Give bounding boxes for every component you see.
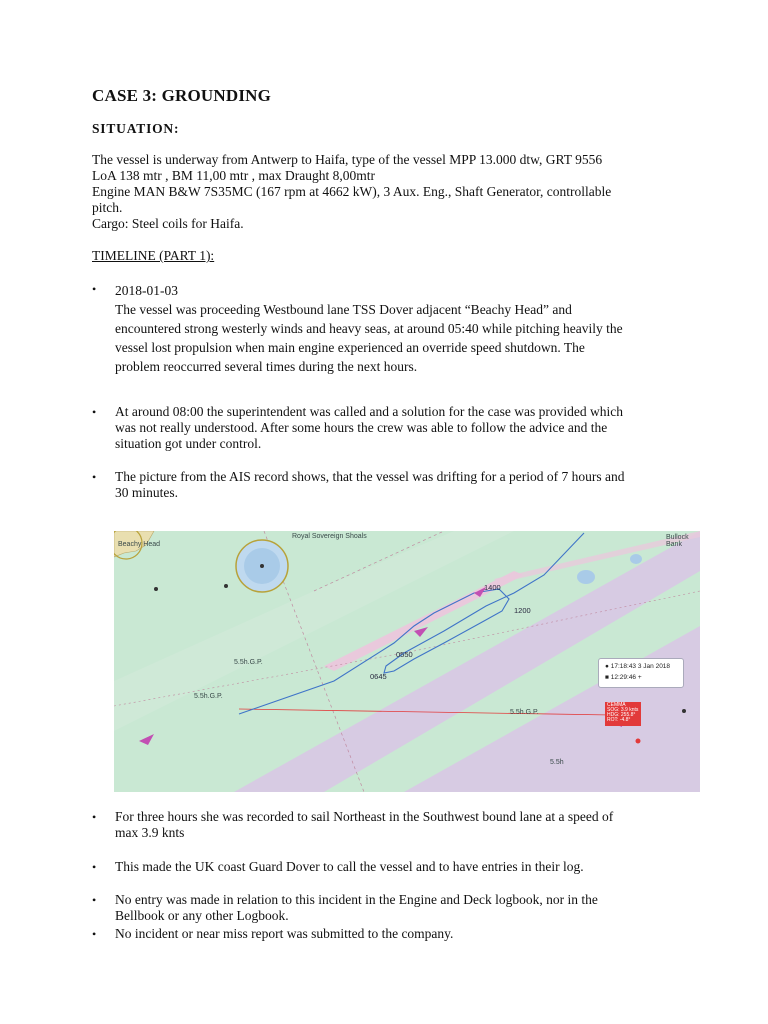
bullet-text	[115, 859, 682, 875]
bullet-dot: •	[92, 405, 97, 419]
bullet-line: For three hours she was recorded to sail Northeast in the Southwest bound lane at a speed of	[115, 809, 614, 824]
timeline-heading: TIMELINE (PART 1):	[92, 248, 215, 263]
track-time-label: 0645	[370, 672, 387, 681]
bullet-date: 2018-01-03	[115, 283, 178, 298]
bullet-dot: •	[92, 860, 97, 874]
situation-line: Cargo: Steel coils for Haifa.	[92, 216, 244, 231]
bullet-item	[92, 926, 682, 942]
bullet-text	[115, 892, 682, 924]
bullet-text	[115, 404, 682, 452]
bullet-dot: •	[92, 470, 97, 484]
bullet-line: The vessel was proceeding Westbound lane TSS Dover adjacent “Beachy Head” and	[115, 302, 572, 317]
buoy	[154, 587, 158, 591]
bullet-dot: •	[92, 927, 97, 941]
bullet-item	[92, 281, 682, 376]
bullet-line: This made the UK coast Guard Dover to call the vessel and to have entries in their log.	[115, 859, 584, 874]
bullet-dot: •	[92, 282, 97, 296]
plus-icon: +	[637, 674, 642, 681]
bullet-item	[92, 892, 682, 924]
bullet-item	[92, 404, 682, 452]
buoy	[260, 564, 264, 568]
bullet-text	[115, 281, 682, 376]
page-title: CASE 3: GROUNDING	[92, 86, 272, 105]
bullet-line: problem reoccurred several times during the next hours.	[115, 359, 418, 374]
vessel-info-box	[605, 702, 641, 726]
map-label: 5.5h.G.P.	[234, 659, 263, 666]
bullet-line: encountered strong westerly winds and heavy seas, at around 05:40 while pitching heavily the	[115, 321, 623, 336]
buoy	[682, 709, 686, 713]
timer-icon: ■	[605, 674, 609, 681]
bullet-text	[115, 469, 682, 501]
popup-elapsed-row	[605, 674, 642, 681]
map-label: Beachy Head	[118, 541, 161, 548]
popup-elapsed: 12:29:46	[610, 674, 637, 681]
ais-track-chart-image	[114, 531, 700, 792]
map-label: Royal Sovereign Shoals	[292, 533, 367, 540]
bullet-line: The picture from the AIS record shows, that the vessel was drifting for a period of 7 hours and	[115, 469, 625, 484]
popup-time: 17:18:43	[610, 663, 637, 670]
bullet-line: vessel lost propulsion when main engine experienced an override speed shutdown. The	[115, 340, 585, 355]
map-label: Bullock Bank	[666, 534, 689, 548]
situation-line: The vessel is underway from Antwerp to Haifa, type of the vessel MPP 13.000 dtw, GRT 9556	[92, 152, 603, 167]
bullet-line: No entry was made in relation to this incident in the Engine and Deck logbook, nor in the	[115, 892, 598, 907]
buoy	[224, 584, 228, 588]
vessel-info-line: HDG: 255.8°	[607, 712, 636, 718]
track-time-label: 1200	[514, 606, 531, 615]
map-label: 5.5h.G.P.	[194, 693, 223, 700]
bullet-item	[92, 469, 682, 501]
bullet-item	[92, 859, 682, 875]
bullet-text	[115, 809, 682, 841]
bullet-line: max 3.9 knts	[115, 825, 185, 840]
buoy	[636, 739, 641, 744]
bullet-line: 30 minutes.	[115, 485, 178, 500]
track-time-label: 0550	[396, 650, 413, 659]
track-time-label: 1400	[484, 583, 501, 592]
vessel-info-line: SOG: 3.9 knts	[607, 707, 639, 713]
situation-line: pitch.	[92, 200, 123, 215]
map-label: 5.5h	[550, 759, 564, 766]
map-label: 5.5h.G.P.	[510, 709, 539, 716]
clock-icon: ●	[605, 663, 609, 670]
bullet-line: was not really understood. After some hours the crew was able to follow the advice and the	[115, 420, 608, 435]
situation-heading: SITUATION:	[92, 121, 180, 136]
popup-date: 3 Jan 2018	[637, 663, 671, 670]
vessel-info-line: CEMMA	[607, 702, 626, 708]
bullet-line: Bellbook or any other Logbook.	[115, 908, 289, 923]
bullet-line: No incident or near miss report was submitted to the company.	[115, 926, 454, 941]
shoal	[577, 570, 595, 584]
bullet-item	[92, 809, 682, 841]
situation-paragraph	[92, 152, 692, 232]
shoal	[630, 554, 642, 564]
bullet-dot: •	[92, 810, 97, 824]
bullet-line: situation got under control.	[115, 436, 262, 451]
situation-line: Engine MAN B&W 7S35MC (167 rpm at 4662 kW), 3 Aux. Eng., Shaft Generator, controllable	[92, 184, 612, 199]
situation-line: LoA 138 mtr , BM 11,00 mtr , max Draught 8,00mtr	[92, 168, 375, 183]
bullet-dot: •	[92, 893, 97, 907]
popup-time-row	[605, 663, 670, 670]
bullet-text	[115, 926, 682, 942]
vessel-info-line: ROT: -4.8°	[607, 717, 631, 723]
ais-time-popup	[598, 658, 684, 688]
bullet-line: At around 08:00 the superintendent was called and a solution for the case was provided which	[115, 404, 623, 419]
